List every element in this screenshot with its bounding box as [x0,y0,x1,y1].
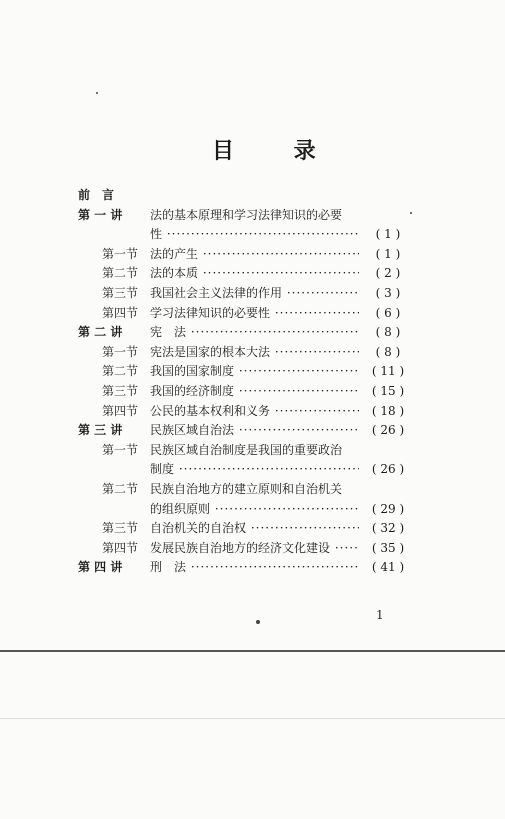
toc-entry-label: 第三节 [102,521,139,536]
toc-entry-label: 第一节 [102,246,139,261]
toc-entry-label: 第四节 [102,305,139,320]
toc-entry-title: 我国的经济制度 ····· [150,382,359,401]
toc-entry-title: 我国社会主义法律的作用 ····· [150,284,359,303]
page-number: 1 [376,608,384,622]
toc-entry [0,284,505,303]
toc-entry-label: 第二节 [102,482,139,496]
toc-entry-title: 宪法是国家的根本大法 ····· [150,343,359,362]
toc-entry [0,421,505,440]
toc-entry-title: 我国的国家制度 ····· [150,362,359,381]
toc-entry [0,343,505,362]
scan-speck [256,620,260,624]
toc-entry-page: ( 15 ) [371,384,405,398]
toc-entry-label: 第三节 [102,286,139,300]
toc-entry [0,382,505,401]
toc-entry-page: ( 32 ) [371,521,405,536]
scan-speck [410,212,412,214]
toc-entry-page: ( 26 ) [371,462,405,477]
toc-entry-page: ( 6 ) [375,305,401,320]
toc-entry-title: 民族区域自治法 ····· [150,421,359,440]
toc-entry-label: 第 三 讲 [78,423,123,438]
toc-entry-page: ( 41 ) [371,560,405,575]
toc-entry-title: 学习法律知识的必要性 ····· [150,304,359,323]
toc-entry [0,519,505,538]
toc-entry-title: 民族自治地方的建立原则和自治机关 [150,482,343,496]
toc-entry [0,206,505,225]
toc-entry [0,558,505,577]
toc-entry-label: 前 言 [78,188,115,202]
toc-entry-label: 第 二 讲 [78,325,123,340]
toc-entry-label: 第二节 [102,266,139,281]
toc-entry-title: 性 ····· [150,225,359,244]
toc-entry-title: 民族区域自治制度是我国的重要政治 [150,442,343,457]
toc-entry-page: ( 8 ) [375,325,401,340]
toc-entry [0,245,505,264]
toc-entry-label: 第四节 [102,403,139,418]
toc-entry-page: ( 26 ) [371,423,405,438]
toc-entry-title: 自治机关的自治权 ····· [150,519,359,538]
toc-entry-page: ( 3 ) [375,286,401,300]
toc-entry-title: 公民的基本权利和义务 ····· [150,402,359,421]
faint-rule [0,718,505,719]
toc-entry [0,304,505,323]
toc-entry-label: 第四节 [102,540,139,555]
toc-entry-page: ( 29 ) [371,501,405,516]
toc-entry [0,539,505,558]
page-title: 目 录 [212,138,342,164]
toc-entry-title: 刑 法 ····· [150,558,359,577]
toc-entry-title: 法的本质 ····· [150,264,359,283]
toc-entry-title: 的组织原则 ····· [150,500,359,519]
toc-entry [0,264,505,283]
toc-entry [0,362,505,381]
toc-entry-label: 第二节 [102,364,139,379]
scan-speck [96,92,98,94]
toc-entry-label: 第一节 [102,442,139,457]
toc-entry-title: 宪 法 ····· [150,323,359,342]
toc-entry [0,500,505,519]
toc-entry-label: 第 一 讲 [78,207,123,222]
toc-entry-label: 第一节 [102,344,139,359]
toc-entry-page: ( 2 ) [375,266,401,281]
toc-entry-page: ( 18 ) [371,403,405,418]
toc-entry [0,225,505,244]
toc-entry [0,402,505,421]
toc-entry [0,186,505,205]
toc-entry [0,460,505,479]
bottom-rule [0,650,505,652]
toc-entry-title: 法的产生 ····· [150,245,359,264]
toc-entry [0,323,505,342]
toc-entry-title: 制度 ····· [150,460,359,479]
toc-entry-page: ( 11 ) [371,364,405,379]
toc-entry-label: 第三节 [102,384,139,398]
toc-entry-title: 发展民族自治地方的经济文化建设 ····· [150,539,359,558]
toc-entry-title: 法的基本原理和学习法律知识的必要 [150,207,343,222]
toc-entry [0,480,505,499]
toc-entry [0,441,505,460]
toc-entry-page: ( 8 ) [375,344,401,359]
toc-entry-label: 第 四 讲 [78,560,123,575]
toc-entry-page: ( 1 ) [375,227,401,242]
toc-entry-page: ( 35 ) [371,540,405,555]
toc-entry-page: ( 1 ) [375,246,401,261]
